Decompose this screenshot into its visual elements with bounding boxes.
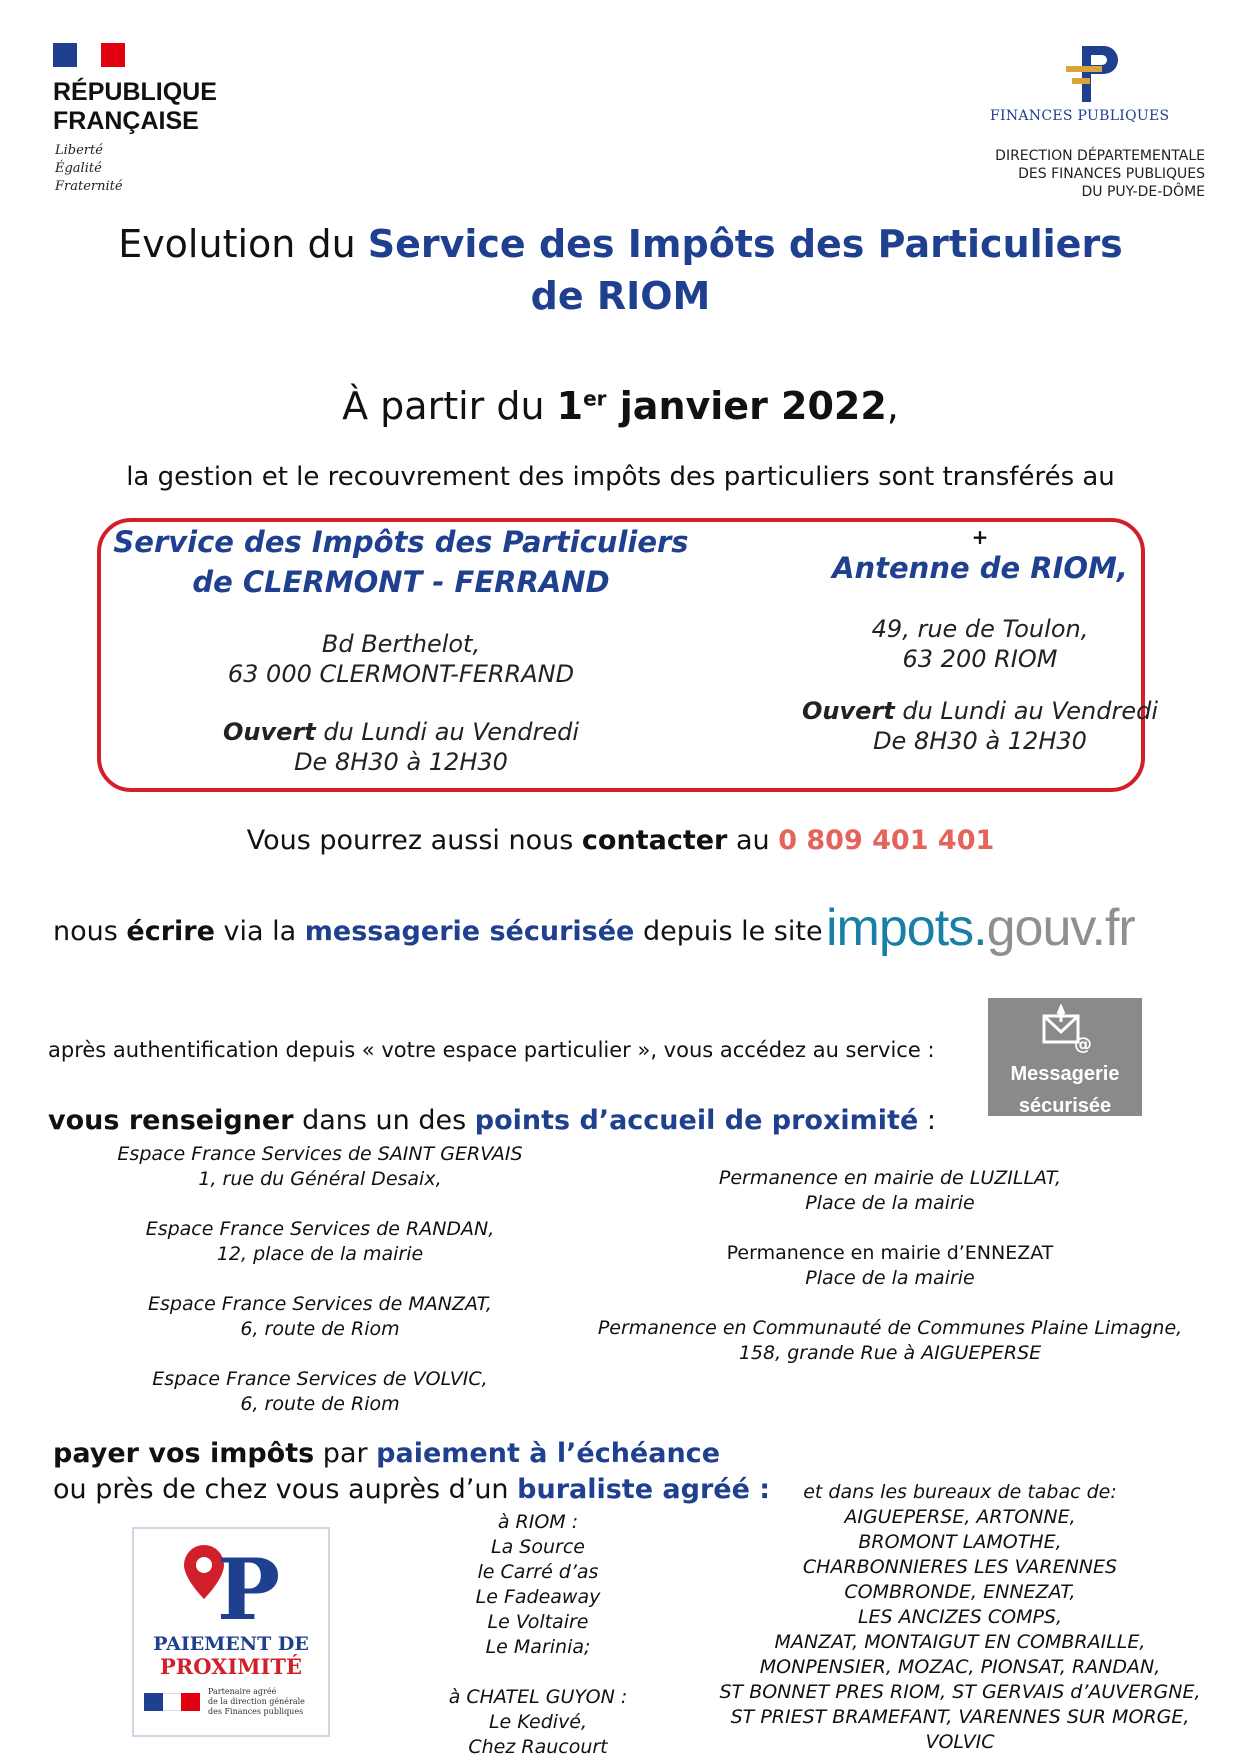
list-item: Espace France Services de VOLVIC, 6, route de Riom — [152, 1368, 488, 1415]
sip-clermont-address: Bd Berthelot, 63 000 CLERMONT-FERRAND — [227, 630, 575, 688]
list-item: Permanence en Communauté de Communes Plaine Limagne, 158, grande Rue à AIGUEPERSE — [597, 1317, 1183, 1364]
sip-clermont-block — [96, 522, 706, 777]
list-item: Espace France Services de SAINT GERVAIS 1, rue du Général Desaix, — [117, 1143, 523, 1190]
pp-line1: PAIEMENT DE — [153, 1633, 309, 1655]
list-item: Espace France Services de RANDAN, 12, place de la mairie — [145, 1218, 495, 1265]
impots-gouv-logo[interactable]: impots.gouv.fr — [826, 899, 1135, 957]
svg-text:@: @ — [1074, 1034, 1092, 1054]
location-pin-icon — [134, 1529, 328, 1629]
ddfip-label: DIRECTION DÉPARTEMENTALE DES FINANCES PUBLIQUES DU PUY-DE-DÔME — [995, 148, 1205, 200]
paiement-proximite-logo — [132, 1527, 330, 1737]
contact-line: Vous pourrez aussi nous contacter au 0 809 401 401 — [246, 825, 995, 856]
page-title: Evolution du Service des Impôts des Particuliers de RIOM — [118, 222, 1123, 318]
riom-buralistes-list: à RIOM : La Source le Carré d’as Le Fadeaway Le Voltaire Le Marinia; à CHATEL GUYON : Le Kedivé, Chez Raucourt — [448, 1511, 628, 1758]
finances-publiques-logo-icon — [1060, 44, 1118, 104]
points-right-list — [588, 1166, 1192, 1391]
list-item: Permanence en mairie de LUZILLAT, Place de la mairie — [718, 1167, 1062, 1214]
marianne-flag-icon — [53, 43, 125, 67]
tabac-list: et dans les bureaux de tabac de: AIGUEPERSE, ARTONNE, BROMONT LAMOTHE, CHARBONNIERES LES VARENNES COMBRONDE, ENNEZAT, LES ANCIZES COMPS, MANZAT, MONTAIGUT EN COMBRAILLE, MONPENSIER, MOZAC, PIONSAT, RANDAN, ST BONNET PRES RIOM, ST GERVAIS d’AUVERGNE, ST PRIEST BRAMEFANT, VARENNES SUR MORGE, VOLVIC — [719, 1481, 1201, 1753]
antenne-riom-hours: Ouvert du Lundi au Vendredi De 8H30 à 12H30 — [801, 697, 1159, 755]
republic-motto: Liberté Égalité Fraternité — [55, 143, 123, 194]
list-item: Permanence en mairie d’ENNEZAT Place de la mairie — [726, 1242, 1054, 1289]
list-item: Espace France Services de MANZAT, 6, route de Riom — [148, 1293, 492, 1340]
republique-francaise-logo: RÉPUBLIQUE FRANÇAISE — [53, 78, 217, 135]
sip-clermont-hours: Ouvert du Lundi au Vendredi De 8H30 à 12H30 — [222, 718, 580, 776]
auth-text: après authentification depuis « votre espace particulier », vous accédez au service : — [48, 1038, 935, 1062]
sip-clermont-name: Service des Impôts des Particuliers de CLERMONT - FERRAND — [113, 525, 689, 599]
write-line: nous écrire via la messagerie sécurisée depuis le site — [53, 916, 823, 947]
plus-sign: + — [971, 525, 989, 549]
effective-date: À partir du 1er janvier 2022, — [342, 384, 899, 428]
finances-publiques-name: FINANCES PUBLIQUES — [990, 108, 1170, 124]
pp-partner: Partenaire agréé de la direction générale des Finances publiques — [144, 1687, 328, 1717]
paiement-letter: P — [217, 1540, 281, 1629]
envelope-icon — [1038, 1004, 1092, 1054]
antenne-riom-address: 49, rue de Toulon, 63 200 RIOM — [871, 615, 1089, 673]
messagerie-securisee-button[interactable]: @ Messagerie sécurisée — [988, 998, 1142, 1116]
pp-line2: PROXIMITÉ — [160, 1654, 302, 1679]
antenne-riom-block — [760, 526, 1200, 756]
intro-text: la gestion et le recouvrement des impôts des particuliers sont transférés au — [126, 462, 1115, 492]
payer-heading: payer vos impôts par paiement à l’échéance ou près de chez vous auprès d’un buraliste agréé : — [53, 1438, 771, 1505]
points-left-list — [100, 1142, 540, 1442]
mini-flag-icon — [144, 1693, 200, 1711]
antenne-riom-name: Antenne de RIOM, — [832, 551, 1128, 585]
renseigner-heading: vous renseigner dans un des points d’accueil de proximité : — [48, 1105, 936, 1136]
phone-number[interactable]: 0 809 401 401 — [778, 825, 995, 856]
